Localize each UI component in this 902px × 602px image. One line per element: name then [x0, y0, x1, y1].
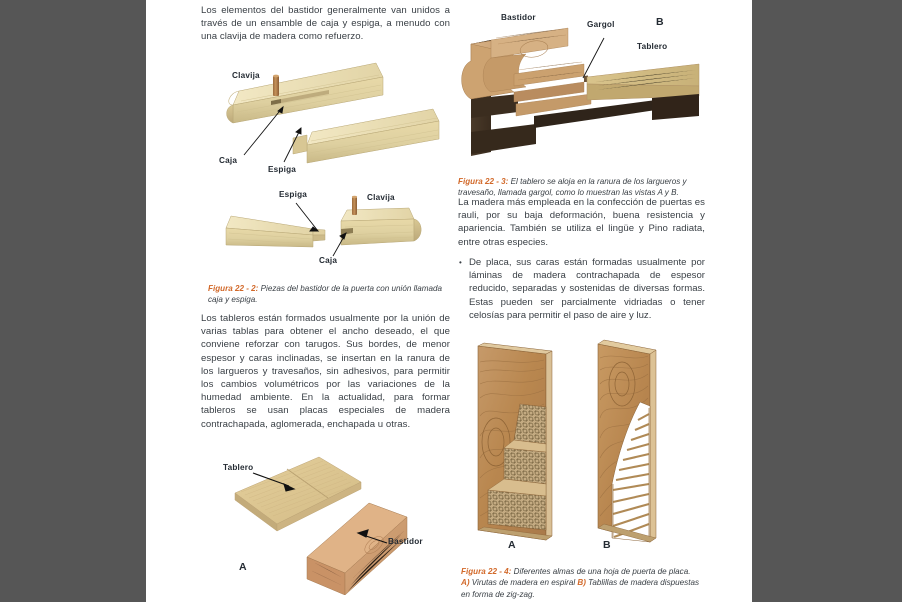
door-cores-svg: [456, 332, 705, 554]
door-core-b: [598, 340, 656, 542]
label-bastidor-fig223: Bastidor: [501, 13, 536, 22]
label-caja-top: Caja: [219, 156, 238, 165]
panel-piece: [235, 457, 361, 531]
frame-block: [307, 503, 407, 595]
right-paragraph-1: La madera más empleada en la confección de puertas es rauli, por su baja deformación, buena resistencia y apariencia. También se utiliza el lingüe y Pino radiata, entre otras especies.: [458, 197, 705, 248]
caption-22-2-text: Piezas del bastidor de la puerta con unión llamada caja y espiga.: [208, 284, 442, 305]
figure-tablero-bastidor: [211, 445, 441, 595]
caption-22-3-text: El tablero se aloja en la ranura de los largueros y travesaño, llamada gargol, como lo muestran las vistas A y B.: [458, 177, 687, 198]
label-clavija-bottom: Clavija: [367, 193, 395, 202]
caption-22-4-label: Figura 22 - 4:: [461, 567, 512, 577]
label-tablero-bottom: Tablero: [223, 463, 254, 472]
figure-22-4-illustration: [456, 332, 705, 554]
figure-22-2-top-illustration: [211, 55, 441, 177]
label-tablero-fig223: Tablero: [637, 42, 668, 51]
left-paragraph-1: Los elementos del bastidor generalmente van unidos a través de un ensamble de caja y espiga, a menudo con una clavija de madera como refuerzo.: [201, 5, 450, 43]
caption-22-4-a-label: A): [461, 578, 470, 588]
caption-22-2-label: Figura 22 - 2:: [208, 284, 259, 294]
label-espiga-bottom: Espiga: [279, 190, 308, 199]
caption-figure-22-2: [208, 283, 444, 305]
label-gargol-fig223: Gargol: [587, 20, 615, 29]
caption-figure-22-4: [461, 566, 705, 600]
caption-22-3-label: Figura 22 - 3:: [458, 177, 509, 187]
gargol-leader-line: [583, 38, 604, 78]
caption-22-4-b-text: Tablillas de madera dispuestas en forma de zig-zag.: [461, 578, 700, 599]
figure-letter-a-fig224: A: [508, 539, 516, 551]
document-page: [146, 0, 752, 602]
caption-22-4-a-text: Virutas de madera en espiral: [469, 578, 578, 588]
figure-22-3-illustration: [456, 4, 705, 159]
label-clavija-top: Clavija: [232, 71, 260, 80]
figure-letter-b-fig224: B: [603, 539, 611, 551]
dowel-pin-bottom: [352, 196, 357, 215]
right-bullet-list: [458, 256, 705, 322]
door-core-a: [478, 343, 552, 540]
caption-22-4-text: Diferentes almas de una hoja de puerta de placa.: [511, 567, 691, 577]
dowel-pin: [273, 75, 279, 96]
label-espiga-top: Espiga: [268, 165, 297, 174]
label-bastidor-bottom: Bastidor: [388, 537, 423, 546]
left-paragraph-2: Los tableros están formados usualmente por la unión de varias tablas para obtener el ancho deseado, el que conviene reforzar con tarugos. Sus bordes, de menor espesor y caras inclinadas, se insertan en la ranura de los largueros y travesaños, sin adhesivos, para permitir los cambios volumétricos por las variaciones de la humedad ambiente. En la actualidad, para formar tableros se usan placas especiales de madera contrachapada, aglomerada, enchapada u otras.: [201, 313, 450, 430]
figure-22-2-bottom-illustration: [201, 183, 441, 271]
label-caja-bottom: Caja: [319, 256, 338, 265]
gargol-groove-svg: [456, 4, 705, 159]
caption-22-4-b-label: B): [577, 578, 586, 588]
figure-letter-a-left: A: [239, 561, 247, 573]
figure-letter-b-fig223: B: [656, 16, 664, 28]
lower-rail-piece: [293, 109, 439, 163]
bullet-item-de-placa: • De placa, sus caras están formadas usualmente por láminas de madera contrachapada de espesor reducido, separadas y sostenidas de diversas formas. Estas pueden ser parcialmente vidriadas o tener celosías para permitir el paso de aire y luz.: [458, 256, 705, 322]
